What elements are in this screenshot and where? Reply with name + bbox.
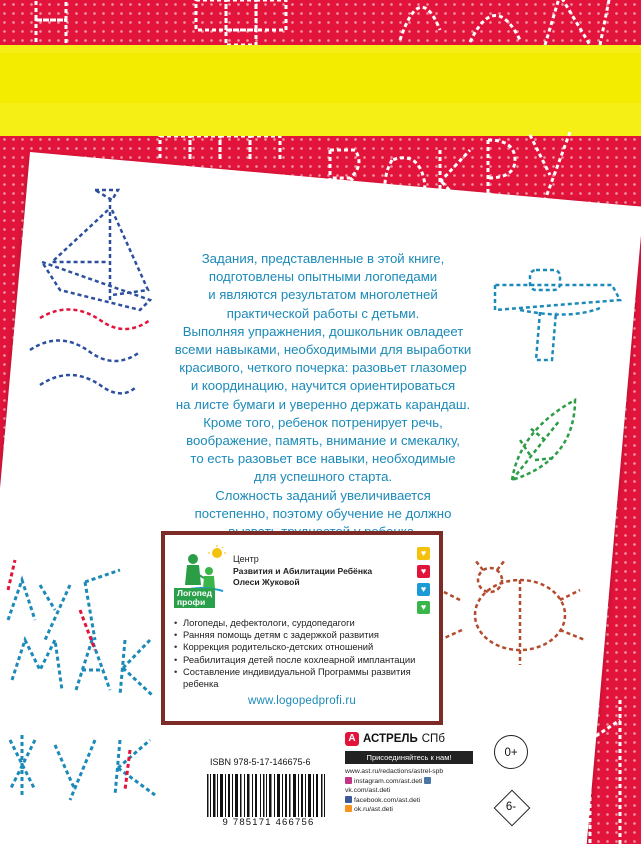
description-line: красивого, четкого почерка: разовьет глазомер [179,360,467,376]
list-item: • Логопеды, дефектологи, сурдопедагоги [174,617,436,629]
heart-icon: ♥ [417,601,430,614]
description-line: постепенно, поэтому обучение не должно [194,505,452,521]
center-title-line-1: Центр [233,554,259,564]
social-link-row [345,777,473,796]
description-line: Выполняя упражнения, дошкольник овладеет [182,323,464,339]
description-line: Задания, представленные в этой книге, [201,251,445,266]
publisher-site-link[interactable]: www.ast.ru/redactions/astrel-spb [345,768,444,775]
description-line: воображение, память, внимание и смекалку, [186,433,460,449]
description-line: то есть разовьет все навыки, необходимые [190,451,456,467]
services-list [174,617,436,690]
description-text [160,250,486,541]
center-info-box [161,531,443,725]
description-line: и являются результатом многолетней [208,287,438,303]
social-link-row [345,796,473,806]
list-item: • Коррекция родительско-детских отношений [174,641,436,653]
center-website-link[interactable]: www.logopedprofi.ru [248,695,356,707]
description-line: всеми навыками, необходимыми для выработки [174,342,472,358]
ok-link[interactable]: ok.ru/ast.deti [354,806,393,813]
center-title-line-3: Олеси Жуковой [233,577,300,587]
description-line: на листе бумаги и уверенно держать карандаш. [175,396,471,412]
center-title-line-2: Развития и Абилитации Ребёнка [233,565,373,576]
vk-link[interactable]: vk.com/ast.deti [345,787,391,794]
center-title [233,554,372,589]
facebook-icon [345,796,352,803]
description-line: Сложность заданий увеличивается [215,487,431,503]
barcode-digits: 9 785171 466756 [201,817,336,828]
heart-icon: ♥ [417,565,430,578]
isbn-text: ISBN 978-5-17-146675-6 [210,757,311,767]
publisher-block [345,732,473,815]
logo-text-line-1: Логопед [177,588,213,598]
heart-icon: ♥ [417,547,430,560]
description-line: для успешного старта. [253,469,393,485]
recommended-age-text: 6- [505,801,517,813]
description-line: практической работы с детьми. [226,305,420,321]
heart-badges [417,547,431,619]
publisher-logo [345,732,473,746]
instagram-icon [345,777,352,784]
ok-icon [345,805,352,812]
publisher-links [345,767,473,815]
description-line: подготовлены опытными логопедами [208,269,438,285]
publisher-name: АСТРЕЛЬ [363,733,418,745]
age-rating-badge: 0+ [494,735,528,769]
heart-icon: ♥ [417,583,430,596]
social-link-row [345,805,473,815]
list-item: • Составление индивидуальной Программы развития ребенка [174,666,436,690]
join-banner: Присоединяйтесь к нам! [345,751,473,764]
description-line: Кроме того, ребенок потренирует речь, [203,414,443,430]
instagram-link[interactable]: instagram.com/ast.deti [354,777,423,785]
vk-icon [424,777,431,784]
facebook-link[interactable]: facebook.com/ast.deti [354,796,421,804]
logo-text-line-2: профи [177,597,206,607]
list-item: • Ранняя помощь детям с задержкой развития [174,629,436,641]
recommended-age-badge [494,790,528,824]
list-item: • Реабилитация детей после кохлеарной имплантации [174,654,436,666]
description-line: и координацию, научится ориентироваться [190,378,456,394]
publisher-city: СПб [421,733,445,745]
logo-text [174,588,215,608]
astrel-logo-icon: А [345,732,359,746]
